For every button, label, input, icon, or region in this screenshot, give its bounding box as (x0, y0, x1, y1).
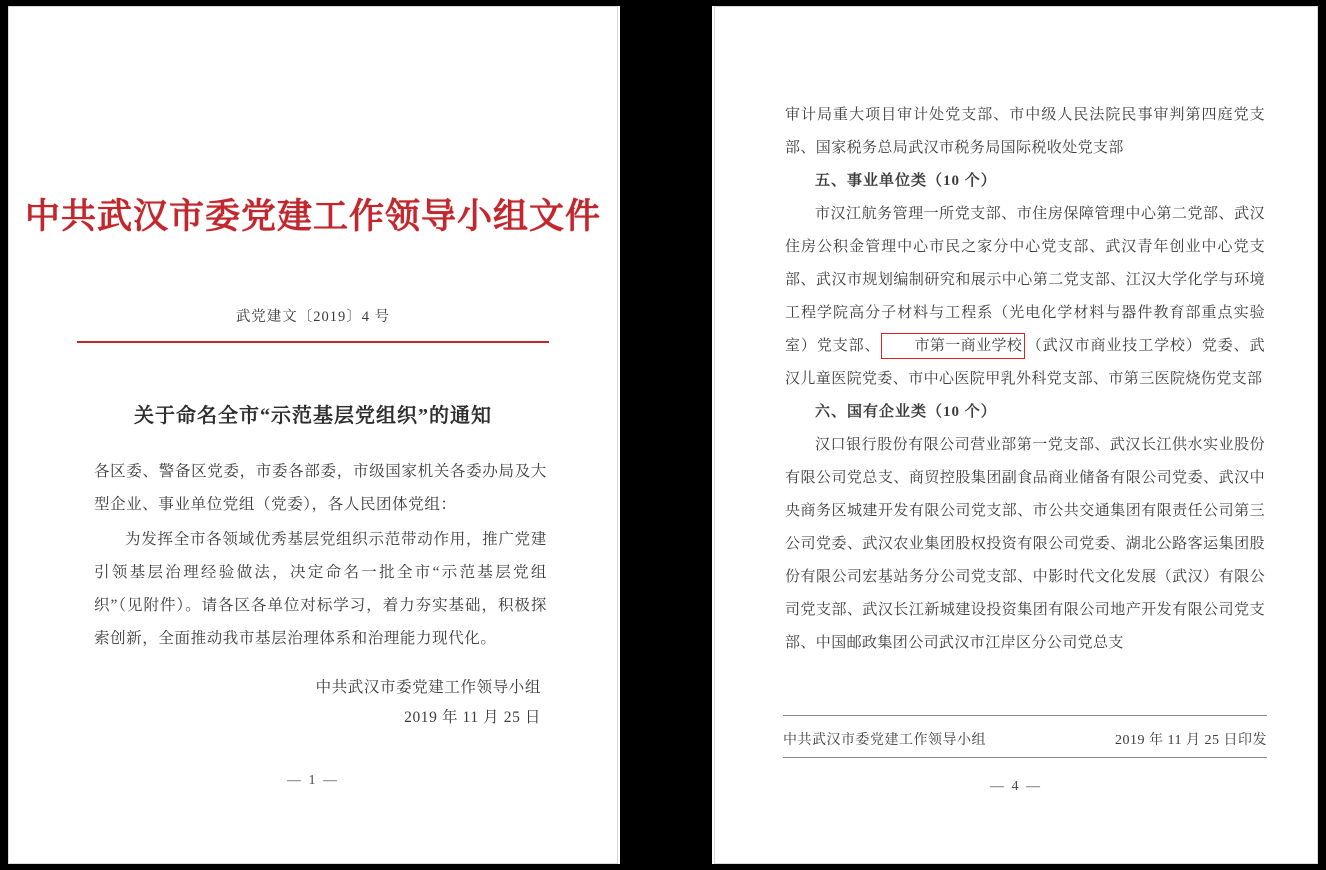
document-page-4 (714, 6, 1318, 864)
body-paragraph-main: 为发挥全市各领域优秀基层党组织示范带动作用，推广党建引领基层治理经验做法，决定命名一批全市“示范基层党组织”（见附件）。请各区各单位对标学习，着力夯实基础，积极探索创新，全面推动我市基层治理体系和治理能力现代化。 (94, 531, 547, 647)
footer-organization: 中共武汉市委党建工作领导小组 (783, 733, 986, 748)
page-number-1: — 1 — (287, 773, 339, 788)
document-page-1 (8, 6, 618, 864)
document-masthead: 中共武汉市委党建工作领导小组文件 (24, 197, 601, 236)
background-left-band (0, 0, 8, 870)
document-body (94, 455, 547, 657)
body-paragraph-addressee: 各区委、警备区党委，市委各部委，市级国家机关各委办局及大型企业、事业单位党组（党委），各人民团体党组： (94, 463, 547, 513)
section-five-text-after: （武汉市商业技工学校）党委、武汉儿童医院党委、市中心医院甲乳外科党支部、市第三医院烧伤党支部 (785, 338, 1265, 387)
document-body-page-4 (785, 99, 1265, 660)
background-right-band (1318, 0, 1326, 870)
signature-block (316, 673, 541, 733)
red-divider-rule (77, 341, 549, 343)
section-five-text-before: 市汉江航务管理一所党支部、市住房保障管理中心第二党部、武汉住房公积金管理中心市民之家分中心党支部、武汉青年创业中心党支部、武汉市规划编制研究和展示中心第二党支部、江汉大学化学与环境工程学院高分子材料与工程系（光电化学材料与器件教育部重点实验室）党支部、 (785, 206, 1265, 354)
section-five-paragraph (785, 198, 1265, 396)
section-six-paragraph: 汉口银行股份有限公司营业部第一党支部、武汉长江供水实业股份有限公司党总支、商贸控股集团副食品商业储备有限公司党委、武汉中央商务区城建开发有限公司党支部、市公共交通集团有限责任公司第三公司党委、武汉农业集团股权投资有限公司党委、湖北公路客运集团股份有限公司宏基站务分公司党支部、中影时代文化发展（武汉）有限公司党支部、武汉长江新城建设投资集团有限公司地产开发有限公司党支部、中国邮政集团公司武汉市江岸区分公司党总支 (785, 437, 1265, 651)
page-footer (783, 725, 1267, 753)
signature-date: 2019 年 11 月 25 日 (404, 709, 541, 726)
background-center-gutter (620, 0, 712, 870)
highlighted-entity: 市第一商业学校 (881, 333, 1025, 359)
footer-rule-bottom (783, 757, 1267, 758)
section-heading-six: 六、国有企业类（10 个） (815, 404, 997, 420)
signature-organization: 中共武汉市委党建工作领导小组 (315, 679, 541, 696)
section-heading-five: 五、事业单位类（10 个） (815, 173, 997, 189)
page-number-4: — 4 — (990, 779, 1042, 794)
document-number: 武党建文〔2019〕4 号 (235, 309, 391, 325)
footer-date: 2019 年 11 月 25 日印发 (1115, 733, 1267, 748)
footer-rule-top (783, 715, 1267, 716)
page-title: 关于命名全市“示范基层党组织”的通知 (134, 405, 492, 427)
carryover-paragraph: 审计局重大项目审计处党支部、市中级人民法院民事审判第四庭党支部、国家税务总局武汉市税务局国际税收处党支部 (785, 107, 1265, 156)
